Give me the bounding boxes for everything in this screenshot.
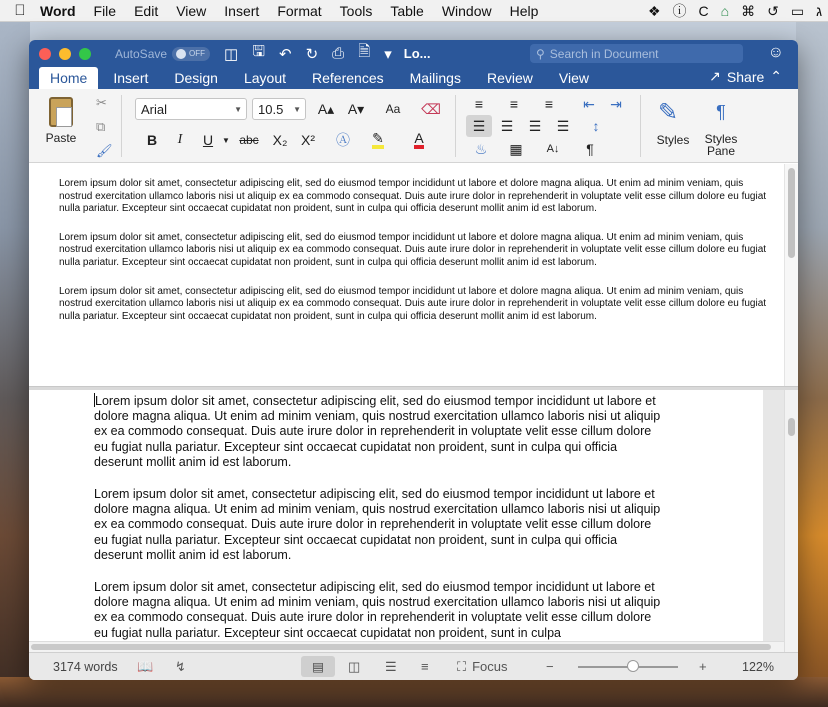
underline-button[interactable]: U xyxy=(202,132,214,148)
paragraph-first-letter: L xyxy=(95,394,102,408)
tab-view[interactable]: View xyxy=(558,70,589,86)
tab-home[interactable]: Home xyxy=(39,67,98,89)
chevron-down-icon: ▼ xyxy=(293,104,301,114)
desktop-background-left xyxy=(0,22,30,707)
menu-bar xyxy=(0,0,828,22)
document-paragraph[interactable]: Lorem ipsum dolor sit amet, consectetur adipiscing elit, sed do eiusmod tempor incididunt ut labore et dolore magna aliqua. Ut enim ad minim veniam, quis nostrud exercitation ullamco laboris nisi ut aliquip ex ea commodo consequat. Duis aute irure dolor in reprehenderit in voluptate velit esse cillum dolore eu fugiat nulla pariatur. Excepteur sint occaecat cupidatat non proident, sunt in culpa qui officia deserunt mollit anim id est laborum. xyxy=(59,231,767,268)
document-paragraph[interactable]: Lorem ipsum dolor sit amet, consectetur adipiscing elit, sed do eiusmod tempor incididunt ut labore et dolore magna aliqua. Ut enim ad minim veniam, quis nostrud exercitation ullamco laboris nisi ut aliquip ex ea commodo consequat. Duis aute irure dolor in reprehenderit in voluptate velit esse cillum dolore eu fugiat nulla pariatur. Excepteur sint occaecat cupidatat non proident, sunt in culpa qui officia deserunt mollit anim id est laborum. xyxy=(94,487,661,562)
menu-view[interactable]: View xyxy=(176,2,207,19)
c-app-icon[interactable]: C xyxy=(698,3,709,19)
clipboard-tools xyxy=(96,95,113,159)
paragraph-text: orem ipsum dolor sit amet, consectetur adipiscing elit, sed do eiusmod tempor incididunt ut labore et dolore magna aliqua. Ut enim ad minim veniam, quis nostrud exercitation ullamco laboris nisi ut aliquip ex ea commodo consequat. Duis aute irure dolor in reprehenderit in voluptate velit esse cillum dolore eu fugiat nulla pariatur. Excepteur sint occaecat cupidatat non proident, sunt in culpa qui officia deserunt mollit anim id est laborum. xyxy=(94,394,661,469)
scrollbar-thumb[interactable] xyxy=(788,418,795,436)
desktop-background-bottom xyxy=(0,677,828,707)
horizontal-scrollbar[interactable] xyxy=(29,641,784,652)
upper-document-pane[interactable] xyxy=(29,164,798,386)
styles-gallery-icon[interactable]: ✎ xyxy=(657,98,679,126)
grow-font-button[interactable]: A▴ xyxy=(317,100,335,117)
airplay-icon[interactable]: ▭ xyxy=(790,2,805,19)
word-window xyxy=(29,40,798,680)
scrollbar-thumb[interactable] xyxy=(31,644,771,650)
font-size-value: 10.5 xyxy=(258,101,284,117)
autosave-state: OFF xyxy=(189,49,206,58)
document-paragraph[interactable]: Lorem ipsum dolor sit amet, consectetur adipiscing elit, sed do eiusmod tempor incididunt ut labore et dolore magna aliqua. Ut enim ad minim veniam, quis nostrud exercitation ullamco laboris nisi ut aliquip ex ea commodo consequat. Duis aute irure dolor in reprehenderit in voluptate velit esse cillum dolore eu fugiat nulla pariatur. Excepteur sint occaecat cupidatat non proident, sunt in culpa qui officia deserunt mollit anim id est laborum. xyxy=(59,178,767,215)
upper-vertical-scrollbar[interactable] xyxy=(784,164,798,386)
zoom-in-button[interactable]: + xyxy=(699,659,707,674)
tab-review[interactable]: Review xyxy=(486,70,533,86)
search-input[interactable] xyxy=(530,44,743,63)
print-icon[interactable]: ⎙ xyxy=(332,45,345,62)
app-menu-word[interactable]: Word xyxy=(40,2,76,19)
font-name-dropdown[interactable] xyxy=(135,98,247,120)
document-paragraph[interactable]: Lorem ipsum dolor sit amet, consectetur adipiscing elit, sed do eiusmod tempor incididunt ut labore et dolore magna aliqua. Ut enim ad minim veniam, quis nostrud exercitation ullamco laboris nisi ut aliquip ex ea commodo consequat. Duis aute irure dolor in reprehenderit in voluptate velit esse cillum dolore eu fugiat nulla pariatur. Excepteur sint occaecat cupidatat non proident, sunt in culpa xyxy=(94,580,661,640)
align-center-icon[interactable]: ☰ xyxy=(500,117,514,134)
menu-help[interactable]: Help xyxy=(509,2,539,19)
focus-mode-button[interactable] xyxy=(457,659,508,675)
ribbon-home xyxy=(29,89,798,163)
zoom-out-button[interactable]: − xyxy=(546,659,554,674)
document-paragraph[interactable]: Lorem ipsum dolor sit amet, consectetur adipiscing elit, sed do eiusmod tempor incididunt ut labore et dolore magna aliqua. Ut enim ad minim veniam, quis nostrud exercitation ullamco laboris nisi ut aliquip ex ea commodo consequat. Duis aute irure dolor in reprehenderit in voluptate velit esse cillum dolore eu fugiat nulla pariatur. Excepteur sint occaecat cupidatat non proident, sunt in culpa qui officia deserunt mollit anim id est laborum. xyxy=(59,285,767,322)
cut-icon[interactable]: ✂ xyxy=(96,95,107,110)
bold-button[interactable]: B xyxy=(146,132,158,148)
chevron-down-icon: ▼ xyxy=(234,104,242,114)
strikethrough-button[interactable]: abc xyxy=(239,133,259,147)
highlight-icon[interactable] xyxy=(364,129,392,151)
change-case-button[interactable]: Aa xyxy=(385,102,401,116)
font-size-dropdown[interactable] xyxy=(252,98,306,120)
tab-mailings[interactable]: Mailings xyxy=(409,70,461,86)
copy-icon[interactable]: ⧉ xyxy=(96,119,106,134)
highlight-color-swatch: ✎ xyxy=(372,131,384,149)
menu-tools[interactable]: Tools xyxy=(339,2,373,19)
menu-insert[interactable]: Insert xyxy=(224,2,260,19)
draft-view-icon[interactable]: ≡ xyxy=(421,659,429,674)
numbering-icon[interactable]: ≡ xyxy=(509,96,519,112)
track-changes-icon[interactable]: ↯ xyxy=(175,658,186,674)
sort-icon[interactable]: A↓ xyxy=(546,143,560,155)
superscript-button[interactable]: X² xyxy=(301,132,315,148)
shading-icon[interactable]: ♨ xyxy=(474,140,488,157)
share-button[interactable] xyxy=(709,68,782,85)
clear-formatting-icon[interactable]: ⌫ xyxy=(421,100,441,117)
paste-label: Paste xyxy=(45,131,77,145)
styles-pane-icon[interactable]: ¶ xyxy=(716,101,726,122)
font-color-icon[interactable] xyxy=(405,129,433,151)
zoom-level[interactable]: 122% xyxy=(742,659,774,674)
apple-icon[interactable] xyxy=(0,2,40,19)
sidebar-icon[interactable]: ◫ xyxy=(224,45,239,63)
proofing-icon[interactable]: 📖 xyxy=(137,658,154,674)
menu-file[interactable]: File xyxy=(93,2,117,19)
scrollbar-thumb[interactable] xyxy=(788,168,795,258)
shrink-font-button[interactable]: A▾ xyxy=(347,100,365,117)
bluetooth-icon[interactable]: ג xyxy=(816,3,822,19)
print-layout-icon: ▤ xyxy=(312,660,324,674)
new-document-icon[interactable]: 🗎 xyxy=(358,43,371,60)
undo-icon[interactable]: ↶ xyxy=(279,45,292,63)
time-machine-icon[interactable]: ↺ xyxy=(767,2,779,19)
decrease-indent-icon[interactable]: ⇤ xyxy=(583,95,595,112)
print-layout-view-button[interactable] xyxy=(301,656,335,677)
bullets-icon[interactable]: ≡ xyxy=(474,96,484,112)
minimize-button[interactable] xyxy=(59,48,71,60)
multilevel-list-icon[interactable]: ≡ xyxy=(544,96,554,112)
tab-layout[interactable]: Layout xyxy=(243,70,287,86)
menu-format[interactable]: Format xyxy=(277,2,322,19)
paste-button[interactable] xyxy=(41,97,81,145)
tab-references[interactable]: References xyxy=(312,70,384,86)
align-right-icon[interactable]: ☰ xyxy=(528,117,542,134)
save-icon[interactable]: 🖫 xyxy=(252,43,266,60)
menu-edit[interactable]: Edit xyxy=(134,2,159,19)
clipboard-icon xyxy=(49,97,73,127)
styles-pane-button[interactable] xyxy=(699,133,743,157)
underline-options-icon[interactable]: ▼ xyxy=(222,135,230,145)
web-layout-icon[interactable]: ◫ xyxy=(348,658,361,674)
zoom-button[interactable] xyxy=(79,48,91,60)
line-spacing-icon[interactable]: ↕ xyxy=(592,118,600,134)
title-bar xyxy=(29,40,798,67)
menu-window[interactable]: Window xyxy=(441,2,492,19)
close-button[interactable] xyxy=(39,48,51,60)
lower-document-pane xyxy=(29,390,798,652)
focus-icon: ⛶ xyxy=(457,658,467,674)
word-count[interactable]: 3174 words xyxy=(53,659,118,674)
font-name-value: Arial xyxy=(141,101,168,117)
autosave-label: AutoSave xyxy=(115,46,168,61)
share-label: Share xyxy=(726,68,765,85)
show-formatting-icon[interactable]: ¶ xyxy=(586,141,594,157)
document-page[interactable] xyxy=(29,390,763,652)
text-effects-icon[interactable]: Ⓐ xyxy=(336,132,350,148)
ribbon-separator xyxy=(640,95,641,157)
desktop-background-right xyxy=(796,22,828,707)
increase-indent-icon[interactable]: ⇥ xyxy=(610,95,622,112)
ribbon-tabs xyxy=(29,67,798,89)
format-painter-icon[interactable]: 🖌 xyxy=(96,143,113,158)
autosave-toggle[interactable] xyxy=(172,47,210,61)
autosave-control[interactable] xyxy=(115,47,210,61)
ribbon-separator xyxy=(121,95,122,157)
customize-toolbar-icon[interactable]: ▾ xyxy=(384,45,392,63)
zoom-slider-knob[interactable] xyxy=(627,660,639,672)
status-menu-icons xyxy=(648,0,822,22)
document-title[interactable]: Lo... xyxy=(403,46,431,61)
styles-button[interactable]: Styles xyxy=(656,133,690,147)
toggle-knob xyxy=(176,49,186,59)
dropbox-icon[interactable]: ❖ xyxy=(647,2,661,19)
status-bar xyxy=(29,652,798,680)
ribbon-separator xyxy=(455,95,456,157)
tab-insert[interactable]: Insert xyxy=(113,70,149,86)
home-icon[interactable]: ⌂ xyxy=(720,3,730,19)
redo-icon[interactable]: ↻ xyxy=(305,45,319,63)
italic-button[interactable]: I xyxy=(177,132,183,147)
feedback-smiley-icon[interactable]: ☺ xyxy=(767,44,784,61)
share-icon: ↗ xyxy=(709,68,721,84)
outline-view-icon[interactable]: ☰ xyxy=(385,658,397,674)
info-icon[interactable]: ⓘ xyxy=(672,3,687,19)
styles-pane-label-line1: Styles xyxy=(704,132,738,146)
align-left-icon[interactable]: ☰ xyxy=(466,115,492,137)
command-icon[interactable]: ⌘ xyxy=(741,2,756,19)
lower-vertical-scrollbar[interactable] xyxy=(784,390,798,652)
styles-pane-label-line2: Pane xyxy=(706,144,736,158)
search-icon: ⚲ xyxy=(536,46,545,61)
focus-label: Focus xyxy=(472,658,508,674)
font-color-swatch: A xyxy=(414,131,423,149)
borders-icon[interactable]: ▦ xyxy=(509,140,523,157)
justify-icon[interactable]: ☰ xyxy=(556,117,570,134)
collapse-ribbon-icon[interactable]: ⌃ xyxy=(770,68,782,84)
quick-access-toolbar xyxy=(224,41,392,66)
document-paragraph[interactable] xyxy=(94,393,663,470)
menu-table[interactable]: Table xyxy=(390,2,424,19)
tab-design[interactable]: Design xyxy=(174,70,218,86)
search-placeholder: Search in Document xyxy=(549,46,659,61)
subscript-button[interactable]: X₂ xyxy=(272,132,288,148)
